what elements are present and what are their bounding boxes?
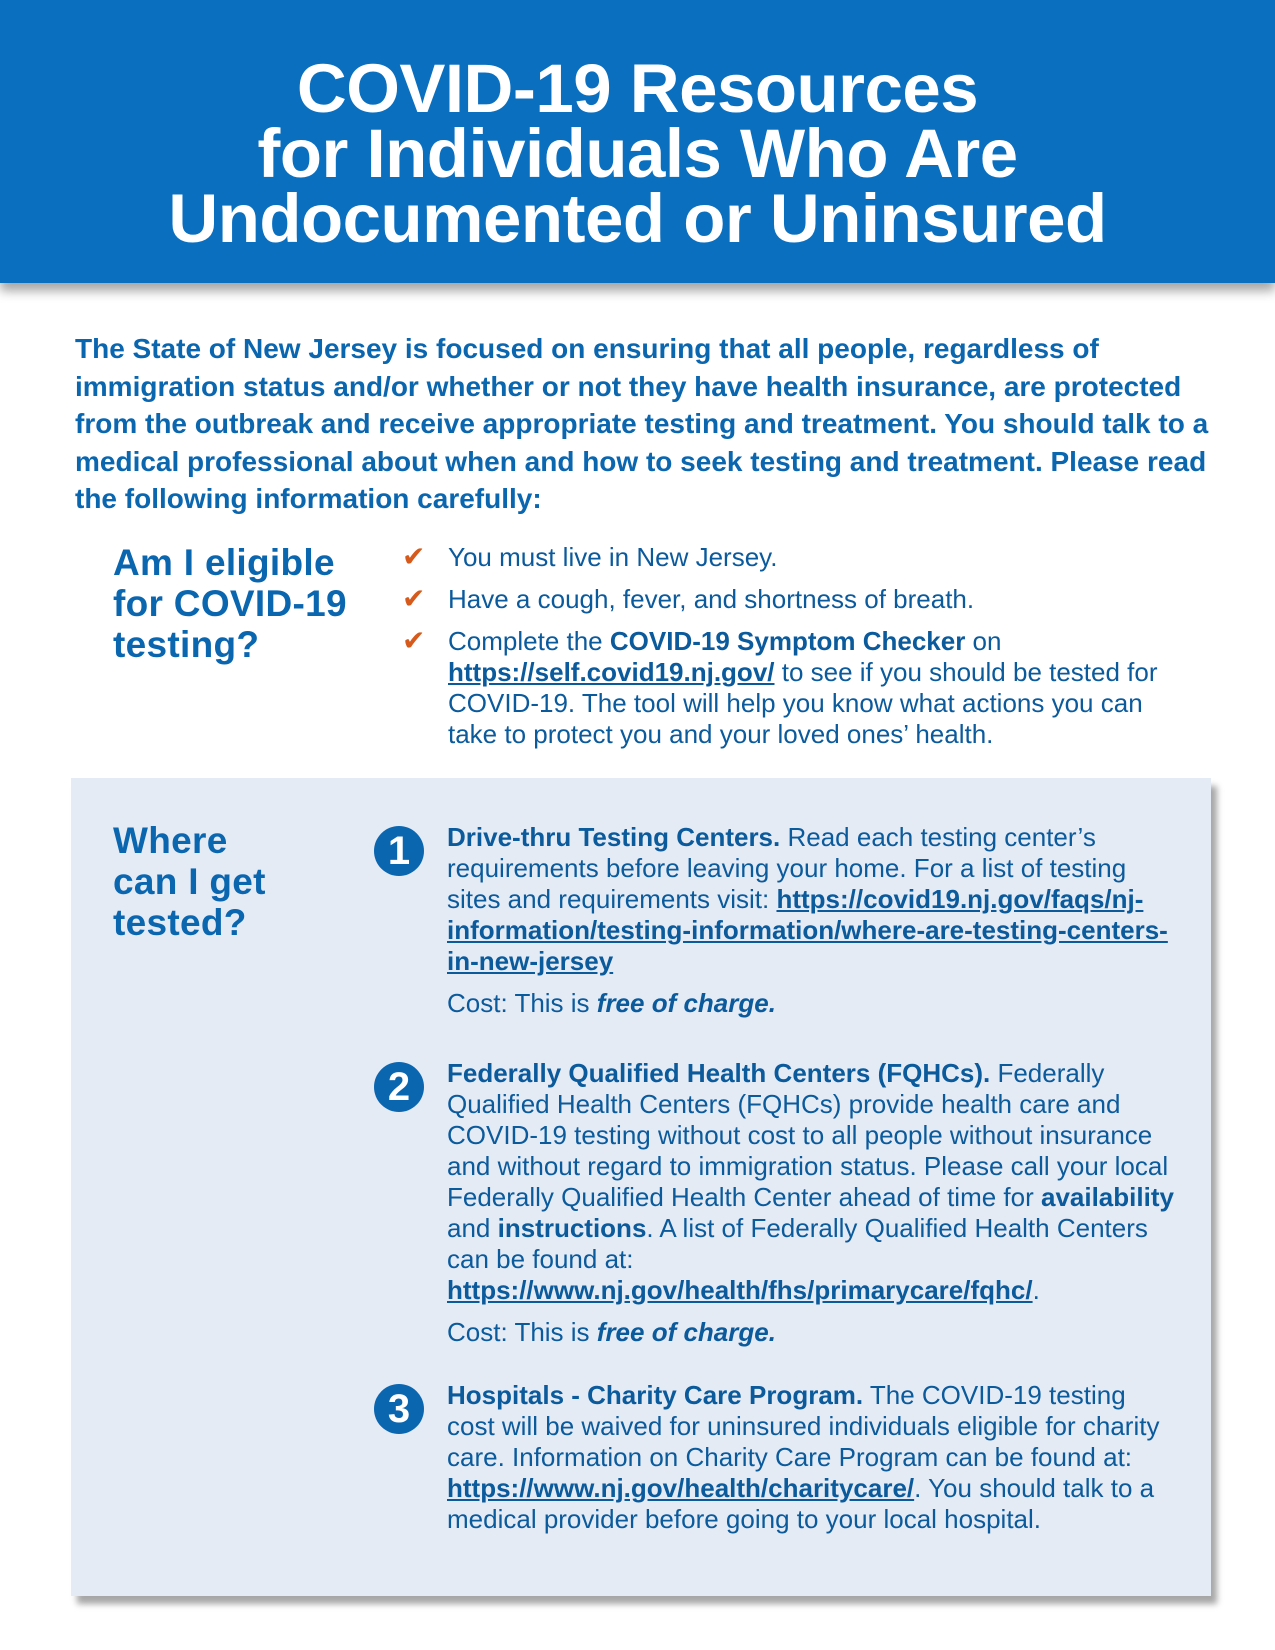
step-description: [447, 822, 1174, 977]
testing-option-3: [374, 1380, 1174, 1535]
page-title: [0, 50, 1275, 257]
checklist-item-text: Have a cough, fever, and shortness of breath.: [448, 584, 975, 614]
title-line-3: Undocumented or Uninsured: [168, 180, 1107, 257]
step-cost: [447, 988, 1174, 1019]
where-heading-line-2: can I get: [113, 861, 266, 902]
checkmark-icon: ✔: [402, 541, 426, 572]
testing-centers-link[interactable]: https://covid19.nj.gov/faqs/nj-information/testing-information/where-are-testing-centers-in-new-jersey: [447, 884, 1168, 976]
step-text: and: [447, 1213, 498, 1243]
step-title: Hospitals - Charity Care Program.: [447, 1380, 864, 1410]
cost-value: free of charge.: [596, 1317, 776, 1347]
step-text: . You should talk to a medical provider before going to your local hospital.: [447, 1473, 1155, 1534]
symptom-checker-link[interactable]: https://self.covid19.nj.gov/: [448, 657, 775, 687]
step-title: Drive-thru Testing Centers.: [447, 822, 781, 852]
step-description: [447, 1058, 1174, 1306]
step-description: [447, 1380, 1174, 1535]
eligibility-heading: [113, 542, 393, 665]
step-text: . A list of Federally Qualified Health Centers can be found at:: [447, 1213, 1148, 1274]
eligibility-checklist: [402, 542, 1172, 761]
where-heading: [113, 820, 393, 943]
testing-option-2: [374, 1058, 1174, 1348]
testing-option-1: [374, 822, 1174, 1019]
eligibility-heading-line-3: testing?: [113, 624, 260, 665]
title-line-2: for Individuals Who Are: [257, 115, 1018, 192]
step-text: Federally Qualified Health Centers (FQHCs) provide health care and COVID-19 testing without cost to all people without insurance and without regard to immigration status. Please call your local Federally Qualified Health Center ahead of time for: [447, 1058, 1169, 1212]
number-2-icon: 2: [374, 1062, 424, 1112]
intro-paragraph: The State of New Jersey is focused on ensuring that all people, regardless of immigration status and/or whether or not they have health insurance, are protected from the outbreak and receive appropriate testing and treatment. You should talk to a medical professional about when and how to seek testing and treatment. Please read the following information carefully:: [75, 333, 1209, 514]
header-banner: [0, 0, 1275, 283]
checkmark-icon: ✔: [402, 583, 426, 614]
number-3-icon: 3: [374, 1384, 424, 1434]
checklist-item-text-prefix: Complete the: [448, 626, 610, 656]
checkmark-icon: ✔: [402, 625, 426, 656]
fqhc-link[interactable]: https://www.nj.gov/health/fhs/primarycare/fqhc/: [447, 1275, 1033, 1305]
step-cost: [447, 1317, 1174, 1348]
eligibility-heading-line-1: Am I eligible: [113, 542, 335, 583]
where-heading-line-1: Where: [113, 820, 228, 861]
step-text: The COVID-19 testing cost will be waived for uninsured individuals eligible for charity care. Information on Charity Care Program can be found at:: [447, 1380, 1160, 1472]
cost-value: free of charge.: [596, 988, 776, 1018]
checklist-item-text-mid: on: [965, 626, 1002, 656]
instructions-label: instructions: [497, 1213, 647, 1243]
cost-label: Cost: This is: [447, 988, 597, 1018]
checklist-item-text-suffix: to see if you should be tested for COVID-19. The tool will help you know what actions you can take to protect you and your loved ones’ health.: [448, 657, 1158, 749]
step-text: .: [1032, 1275, 1040, 1305]
checklist-item: [402, 542, 1172, 573]
number-1-icon: 1: [374, 826, 424, 876]
checklist-item: [402, 626, 1172, 750]
charity-care-link[interactable]: https://www.nj.gov/health/charitycare/: [447, 1473, 915, 1503]
step-text: Read each testing center’s requirements before leaving your home. For a list of testing sites and requirements visit:: [447, 822, 1127, 914]
eligibility-heading-line-2: for COVID-19: [113, 583, 347, 624]
title-line-1: COVID-19 Resources: [296, 50, 979, 127]
where-heading-line-3: tested?: [113, 902, 247, 943]
availability-label: availability: [1040, 1182, 1174, 1212]
symptom-checker-label: COVID-19 Symptom Checker: [609, 626, 966, 656]
checklist-item: [402, 584, 1172, 615]
cost-label: Cost: This is: [447, 1317, 597, 1347]
checklist-item-text: You must live in New Jersey.: [448, 542, 778, 572]
step-title: Federally Qualified Health Centers (FQHCs).: [447, 1058, 991, 1088]
